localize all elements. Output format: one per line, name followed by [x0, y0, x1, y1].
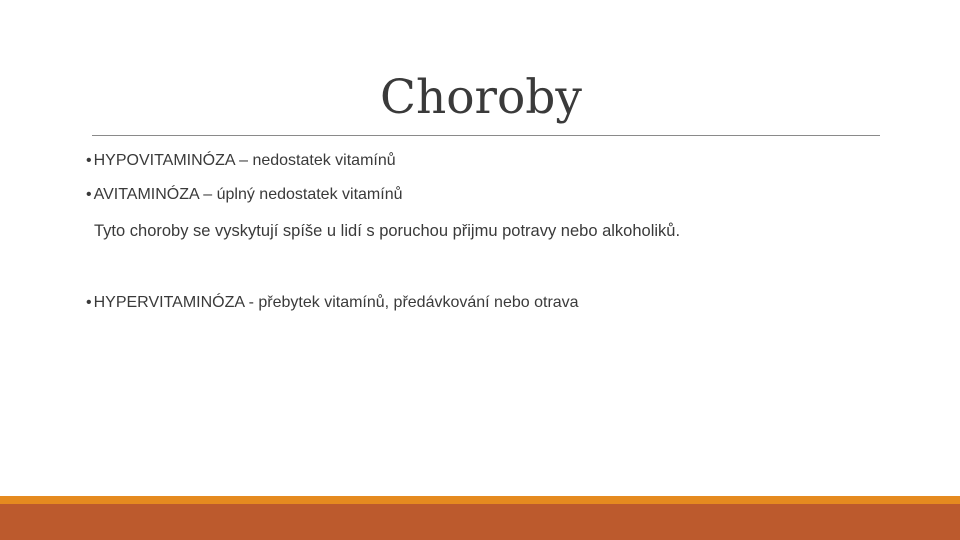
bullet-item-hypovitaminoza — [86, 151, 396, 170]
footer-band — [0, 504, 960, 540]
bullet-text: HYPERVITAMINÓZA - přebytek vitamínů, předávkování nebo otrava — [93, 294, 579, 311]
bullet-icon: • — [86, 152, 92, 169]
title-divider — [92, 135, 880, 136]
note-text: Tyto choroby se vyskytují spíše u lidí s poruchou přijmu potravy nebo alkoholiků. — [94, 222, 681, 240]
bullet-icon: • — [86, 294, 92, 311]
footer-accent-stripe — [0, 496, 960, 504]
bullet-text: HYPOVITAMINÓZA – nedostatek vitamínů — [93, 152, 396, 169]
bullet-icon: • — [86, 186, 92, 203]
slide-title: Choroby — [380, 70, 582, 125]
bullet-item-hypervitaminoza — [86, 293, 579, 312]
bullet-item-avitaminoza — [86, 185, 402, 204]
bullet-text: AVITAMINÓZA – úplný nedostatek vitamínů — [93, 186, 403, 203]
